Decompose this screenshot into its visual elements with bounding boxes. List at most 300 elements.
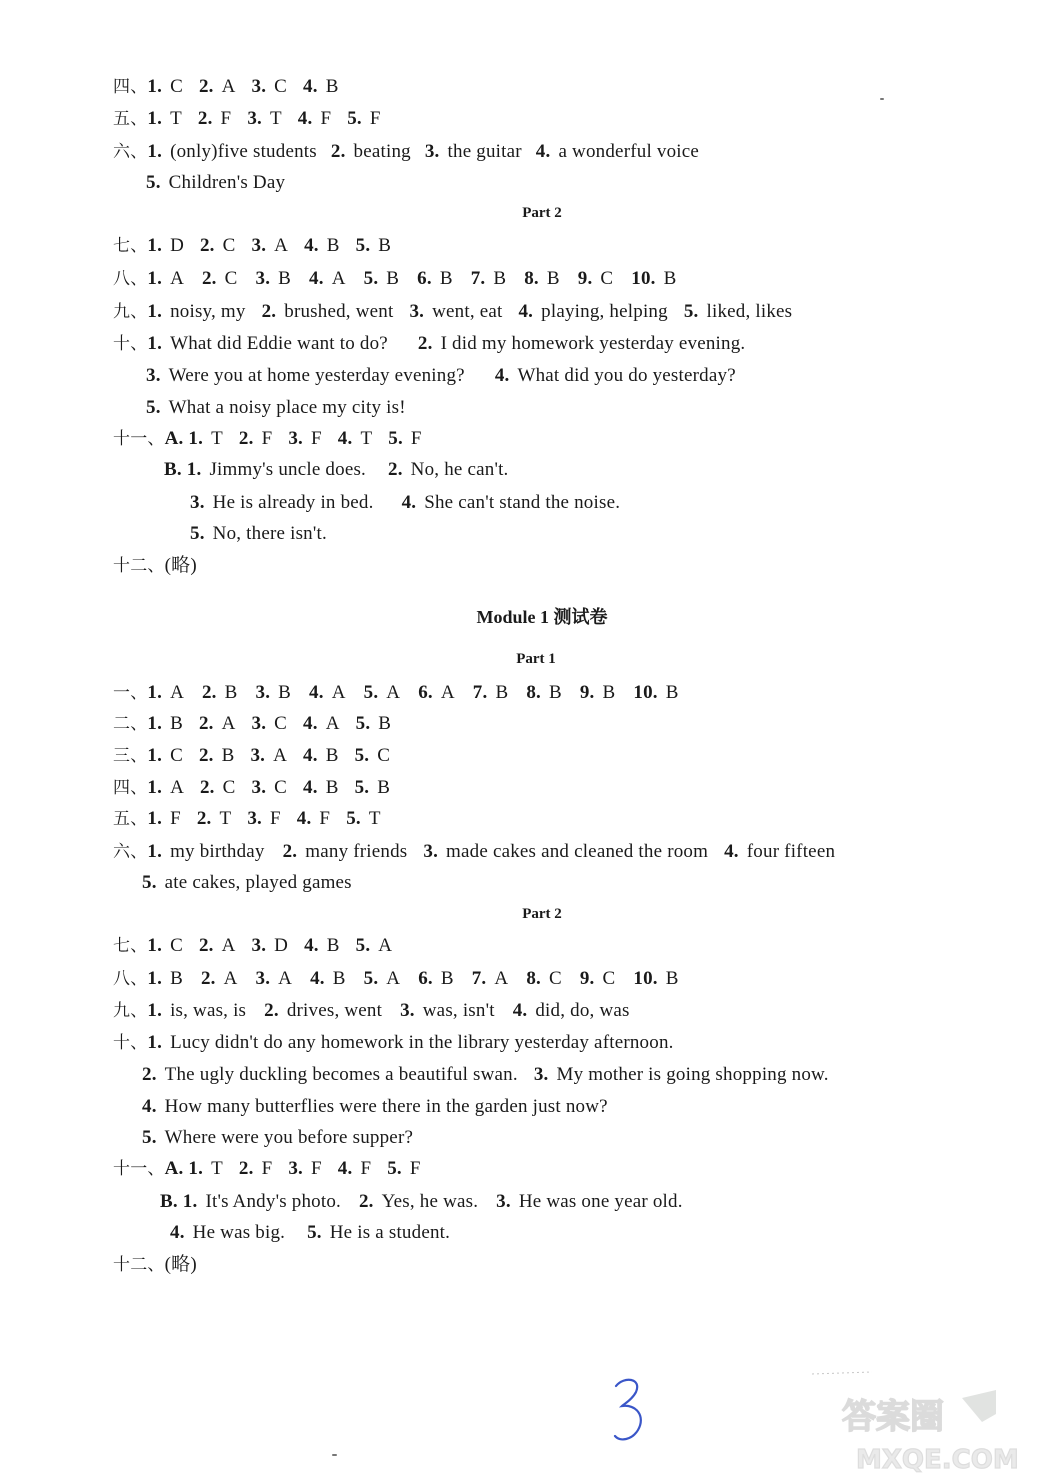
item-number: 5.: [347, 108, 362, 129]
answer-item: [201, 968, 238, 989]
answer-text: A: [278, 968, 293, 989]
item-number: 2.: [261, 301, 277, 322]
item-number: 1.: [147, 745, 163, 766]
answer-text: C: [170, 935, 183, 956]
item-number: 2.: [282, 841, 298, 862]
item-number: 4.: [304, 935, 319, 956]
item-number: 4.: [304, 235, 319, 256]
answer-item: [304, 935, 340, 956]
answer-text: B: [224, 682, 238, 703]
question-number: 九、: [113, 302, 148, 322]
answer-text: C: [600, 268, 614, 289]
item-number: 4.: [296, 808, 312, 829]
item-number: 3.: [247, 808, 262, 829]
answer-item: [198, 108, 231, 129]
answer-row: [113, 712, 391, 736]
answer-row: [113, 554, 197, 578]
answer-text: A: [378, 935, 393, 956]
answer-text: F: [320, 108, 332, 129]
answer-item: [347, 108, 380, 129]
answer-row: [113, 75, 339, 99]
answer-text: What a noisy place my city is!: [168, 397, 406, 418]
answer-item: [310, 968, 346, 989]
answer-item: [513, 1000, 630, 1021]
item-number: 4.: [724, 841, 739, 862]
answer-text: B: [495, 682, 509, 703]
item-number: 3.: [255, 268, 271, 289]
question-number: 五、: [113, 809, 148, 829]
item-number: 4.: [297, 108, 313, 129]
answer-item: [331, 141, 411, 162]
answer-item: [417, 268, 453, 289]
answer-item: [247, 108, 281, 129]
item-number: 6.: [418, 968, 433, 989]
answer-row: [113, 934, 392, 958]
item-number: 7.: [471, 968, 487, 989]
answer-row: [113, 140, 699, 164]
item-number: 4.: [303, 777, 318, 798]
item-number: 6.: [418, 682, 433, 703]
item-number: 3.: [423, 841, 439, 862]
question-number: 四、: [113, 77, 148, 97]
answer-text: Yes, he was.: [381, 1191, 479, 1212]
item-number: 10.: [633, 968, 658, 989]
item-number: 3.: [424, 141, 440, 162]
answer-item: [580, 682, 616, 703]
item-number: 1.: [147, 713, 163, 734]
item-number: 3.: [146, 365, 161, 386]
answer-item: [147, 76, 183, 97]
answer-item: [524, 268, 560, 289]
question-number: 七、: [113, 236, 148, 256]
answer-text: C: [274, 76, 288, 97]
part-heading: Part 1: [516, 651, 556, 667]
answer-text: (略): [164, 555, 197, 576]
answer-text: C: [274, 713, 288, 734]
question-number: 八、: [113, 969, 148, 989]
answer-item: [338, 1158, 371, 1179]
item-number: 2.: [330, 141, 346, 162]
item-number: 4.: [309, 268, 324, 289]
answer-row: [113, 681, 679, 705]
item-number: 3.: [288, 428, 303, 449]
answer-item: [472, 968, 509, 989]
answer-item: [147, 968, 183, 989]
answer-text: A: [170, 682, 184, 703]
item-number: 1.: [147, 76, 163, 97]
answer-text: B: [325, 745, 339, 766]
answer-item: [388, 428, 421, 449]
answer-text: went, eat: [432, 301, 503, 322]
answer-item: [283, 841, 408, 862]
answer-text: B: [548, 682, 562, 703]
handwritten-page-number: [612, 1376, 652, 1448]
answer-text: F: [311, 428, 322, 449]
answer-text: A: [221, 76, 236, 97]
answer-text: F: [409, 1158, 421, 1179]
answer-text: I did my homework yesterday evening.: [440, 333, 746, 354]
answer-text: brushed, went: [284, 301, 394, 322]
answer-text: beating: [353, 141, 411, 162]
item-number: 3.: [409, 301, 425, 322]
answer-item: [364, 968, 401, 989]
answer-text: B: [602, 682, 616, 703]
answer-item: [356, 713, 392, 734]
answer-text: C: [224, 268, 238, 289]
item-number: 4.: [337, 428, 353, 449]
answer-item: [309, 682, 346, 703]
item-number: 5.: [307, 1222, 322, 1243]
answer-text: What did Eddie want to do?: [170, 333, 388, 354]
answer-text: F: [311, 1158, 322, 1179]
answer-item: [252, 713, 288, 734]
answer-item: [298, 108, 331, 129]
item-number: 5.: [363, 682, 379, 703]
answer-row: [190, 491, 620, 515]
item-number: 5.: [363, 968, 379, 989]
watermark-cn-text: 答案圈: [842, 1397, 944, 1437]
answer-item: [423, 841, 708, 862]
item-number: 5.: [388, 428, 403, 449]
item-number: 9.: [577, 268, 593, 289]
question-number: 十、: [113, 334, 148, 354]
answer-text: B: [663, 268, 677, 289]
question-number: 六、: [113, 142, 148, 162]
answer-text: F: [170, 808, 181, 829]
answer-item: [425, 141, 522, 162]
item-number: 3.: [251, 777, 267, 798]
question-number: 八、: [113, 269, 148, 289]
answer-text: A: [223, 968, 238, 989]
watermark-logo-graphic: [812, 1362, 1019, 1478]
item-number: 9.: [579, 968, 595, 989]
item-number: 2.: [198, 76, 214, 97]
answer-item: [164, 459, 366, 480]
answer-item: [147, 141, 316, 162]
item-number: 2.: [201, 268, 217, 289]
item-number: 1.: [147, 935, 163, 956]
answer-text: B: [326, 235, 340, 256]
answer-text: (略): [164, 1254, 197, 1275]
question-number: 十、: [113, 1033, 148, 1053]
answer-text: F: [369, 108, 381, 129]
answer-text: is, was, is: [170, 1000, 247, 1021]
answer-row: [113, 300, 792, 324]
part-heading: Part 2: [522, 205, 562, 221]
answer-item: [147, 108, 181, 129]
answer-item: [402, 492, 621, 513]
answer-text: F: [360, 1158, 372, 1179]
answer-text: T: [219, 808, 232, 829]
answer-item: [356, 935, 393, 956]
answer-text: T: [211, 428, 223, 449]
answer-text: F: [410, 428, 422, 449]
answer-text: B: [378, 235, 392, 256]
item-number: 5.: [146, 172, 161, 193]
answer-item: [190, 492, 374, 513]
answer-item: [303, 713, 340, 734]
item-number: 3.: [251, 235, 267, 256]
answer-text: four fifteen: [746, 841, 836, 862]
answer-item: [199, 935, 236, 956]
answer-item: [307, 1222, 450, 1243]
answer-text: B: [325, 777, 339, 798]
item-number: A. 1.: [164, 428, 204, 449]
answer-text: T: [360, 428, 373, 449]
answer-text: The ugly duckling becomes a beautiful swan.: [164, 1064, 518, 1085]
answer-text: A: [386, 968, 401, 989]
answer-item: [303, 745, 339, 766]
answer-row: [113, 807, 381, 831]
item-number: 8.: [524, 268, 539, 289]
answer-text: was, isn't: [422, 1000, 495, 1021]
answer-text: B: [325, 76, 339, 97]
item-number: 4.: [512, 1000, 528, 1021]
answer-item: [147, 713, 183, 734]
item-number: 1.: [147, 333, 163, 354]
answer-text: C: [377, 745, 391, 766]
item-number: 10.: [631, 268, 656, 289]
answer-item: [146, 365, 465, 386]
answer-text: A: [221, 935, 236, 956]
answer-row: [146, 396, 406, 420]
answer-text: Jimmy's uncle does.: [209, 459, 367, 480]
answer-text: A: [440, 682, 455, 703]
item-number: 5.: [355, 713, 371, 734]
answer-row: [113, 427, 422, 451]
answer-item: [147, 935, 183, 956]
answer-text: liked, likes: [706, 301, 793, 322]
answer-item: [147, 268, 184, 289]
answer-row: [142, 1063, 829, 1087]
item-number: 4.: [535, 141, 551, 162]
answer-row: [142, 1095, 608, 1119]
answer-row: [113, 1253, 197, 1277]
answer-text: B: [665, 682, 679, 703]
answer-text: C: [602, 968, 616, 989]
answer-item: [364, 268, 400, 289]
answer-item: [536, 141, 699, 162]
item-number: 3.: [250, 745, 266, 766]
answer-text: A: [170, 777, 184, 798]
item-number: 4.: [303, 76, 318, 97]
answer-text: B: [170, 968, 183, 989]
answer-text: B: [386, 268, 400, 289]
answer-item: [304, 235, 340, 256]
answer-item: [303, 76, 339, 97]
answer-text: T: [211, 1158, 223, 1179]
answer-item: [684, 301, 792, 322]
item-number: 1.: [147, 141, 163, 162]
item-number: 4.: [518, 301, 534, 322]
answer-text: B: [332, 968, 346, 989]
item-number: 4.: [310, 968, 325, 989]
answer-text: D: [274, 935, 289, 956]
answer-item: [338, 428, 372, 449]
answer-item: [388, 459, 508, 480]
answer-item: [288, 428, 321, 449]
answer-row: [142, 1126, 413, 1150]
answer-text: C: [274, 777, 288, 798]
answer-text: C: [170, 76, 183, 97]
answer-item: [288, 1158, 321, 1179]
answer-text: A: [170, 268, 184, 289]
answer-row: [142, 871, 352, 895]
item-number: 5.: [683, 301, 699, 322]
answer-text: playing, helping: [541, 301, 668, 322]
answer-item: [199, 713, 236, 734]
item-number: 5.: [142, 872, 157, 893]
answer-text: He was one year old.: [518, 1191, 683, 1212]
answer-item: [165, 555, 197, 576]
answer-text: B: [170, 713, 183, 734]
item-number: 3.: [533, 1064, 549, 1085]
answer-item: [631, 268, 676, 289]
answer-row: [170, 1221, 450, 1245]
item-number: 2.: [199, 777, 215, 798]
item-number: 2.: [238, 1158, 254, 1179]
answer-row: [113, 1157, 421, 1181]
answer-row: [146, 171, 285, 195]
answer-text: B: [278, 682, 292, 703]
answer-text: C: [222, 777, 236, 798]
answer-text: A: [494, 968, 509, 989]
watermark-site-text: MXQE.COM: [856, 1445, 1019, 1475]
answer-row: [113, 776, 390, 800]
answer-text: C: [170, 745, 183, 766]
answer-item: [252, 235, 289, 256]
answer-item: [256, 268, 292, 289]
answer-text: noisy, my: [170, 301, 246, 322]
answer-row: [113, 107, 381, 131]
answer-item: [147, 235, 184, 256]
answer-item: [534, 1064, 829, 1085]
question-number: 二、: [113, 714, 148, 734]
item-number: 9.: [579, 682, 595, 703]
answer-item: [496, 1191, 683, 1212]
answer-text: B: [440, 968, 454, 989]
question-number: 五、: [113, 109, 148, 129]
answer-text: C: [222, 235, 236, 256]
item-number: 1.: [147, 108, 163, 129]
answer-text: What did you do yesterday?: [517, 365, 736, 386]
item-number: 2.: [417, 333, 433, 354]
answer-item: [146, 397, 406, 418]
question-number: 十二、: [113, 1255, 165, 1275]
answer-item: [473, 682, 509, 703]
answer-row: [113, 1031, 674, 1055]
answer-text: He is already in bed.: [212, 492, 374, 513]
item-number: 3.: [190, 492, 205, 513]
item-number: 1.: [147, 235, 163, 256]
answer-text: Were you at home yesterday evening?: [168, 365, 465, 386]
item-number: 1.: [147, 841, 163, 862]
answer-item: [202, 268, 238, 289]
answer-item: [409, 301, 502, 322]
item-number: 3.: [288, 1158, 303, 1179]
answer-item: [165, 1158, 223, 1179]
item-number: 7.: [472, 682, 488, 703]
answer-row: [113, 744, 390, 768]
answer-text: A: [221, 713, 236, 734]
answer-item: [418, 682, 455, 703]
item-number: 3.: [255, 682, 271, 703]
answer-text: F: [261, 428, 273, 449]
answer-text: T: [170, 108, 182, 129]
answer-item: [578, 268, 614, 289]
answer-text: He was big.: [192, 1222, 286, 1243]
item-number: 2.: [198, 713, 214, 734]
answer-item: [200, 777, 236, 798]
item-number: 2.: [198, 745, 214, 766]
answer-item: [387, 1158, 420, 1179]
answer-item: [400, 1000, 495, 1021]
item-number: 1.: [147, 808, 163, 829]
answer-item: [239, 428, 272, 449]
item-number: 2.: [198, 935, 214, 956]
answer-text: B: [665, 968, 679, 989]
answer-text: A: [325, 713, 340, 734]
answer-text: the guitar: [447, 141, 522, 162]
answer-item: [633, 968, 678, 989]
answer-text: C: [548, 968, 562, 989]
answer-text: T: [269, 108, 282, 129]
answer-item: [142, 1064, 518, 1085]
item-number: 2.: [199, 235, 215, 256]
answer-item: [364, 682, 401, 703]
answer-text: a wonderful voice: [558, 141, 700, 162]
item-number: 2.: [200, 968, 216, 989]
answer-text: A: [331, 268, 346, 289]
answer-item: [526, 682, 562, 703]
answer-row: [113, 840, 835, 864]
answer-text: It's Andy's photo.: [205, 1191, 341, 1212]
answer-item: [147, 1000, 246, 1021]
item-number: 5.: [146, 397, 161, 418]
answer-text: How many butterflies were there in the garden just now?: [164, 1096, 608, 1117]
answer-text: ate cakes, played games: [164, 872, 352, 893]
answer-text: did, do, was: [535, 1000, 630, 1021]
answer-row: [113, 267, 677, 291]
item-number: 1.: [147, 968, 163, 989]
item-number: 3.: [496, 1191, 511, 1212]
answer-text: B: [378, 713, 392, 734]
answer-item: [165, 428, 223, 449]
question-number: 六、: [113, 842, 148, 862]
answer-item: [252, 777, 288, 798]
item-number: 5.: [355, 935, 371, 956]
answer-item: [256, 968, 293, 989]
answer-item: [165, 1254, 197, 1275]
answer-item: [197, 808, 231, 829]
answer-item: [160, 1191, 341, 1212]
question-number: 四、: [113, 778, 148, 798]
item-number: 5.: [346, 808, 361, 829]
item-number: 2.: [142, 1064, 157, 1085]
answer-item: [356, 235, 392, 256]
answer-item: [518, 301, 667, 322]
item-number: 3.: [251, 76, 267, 97]
answer-item: [190, 523, 327, 544]
answer-item: [495, 365, 736, 386]
answer-text: F: [261, 1158, 273, 1179]
answer-text: No, he can't.: [410, 459, 509, 480]
item-number: 10.: [633, 682, 658, 703]
item-number: 5.: [387, 1158, 402, 1179]
item-number: 2.: [196, 808, 212, 829]
answer-text: many friends: [305, 841, 408, 862]
item-number: 5.: [354, 745, 370, 766]
